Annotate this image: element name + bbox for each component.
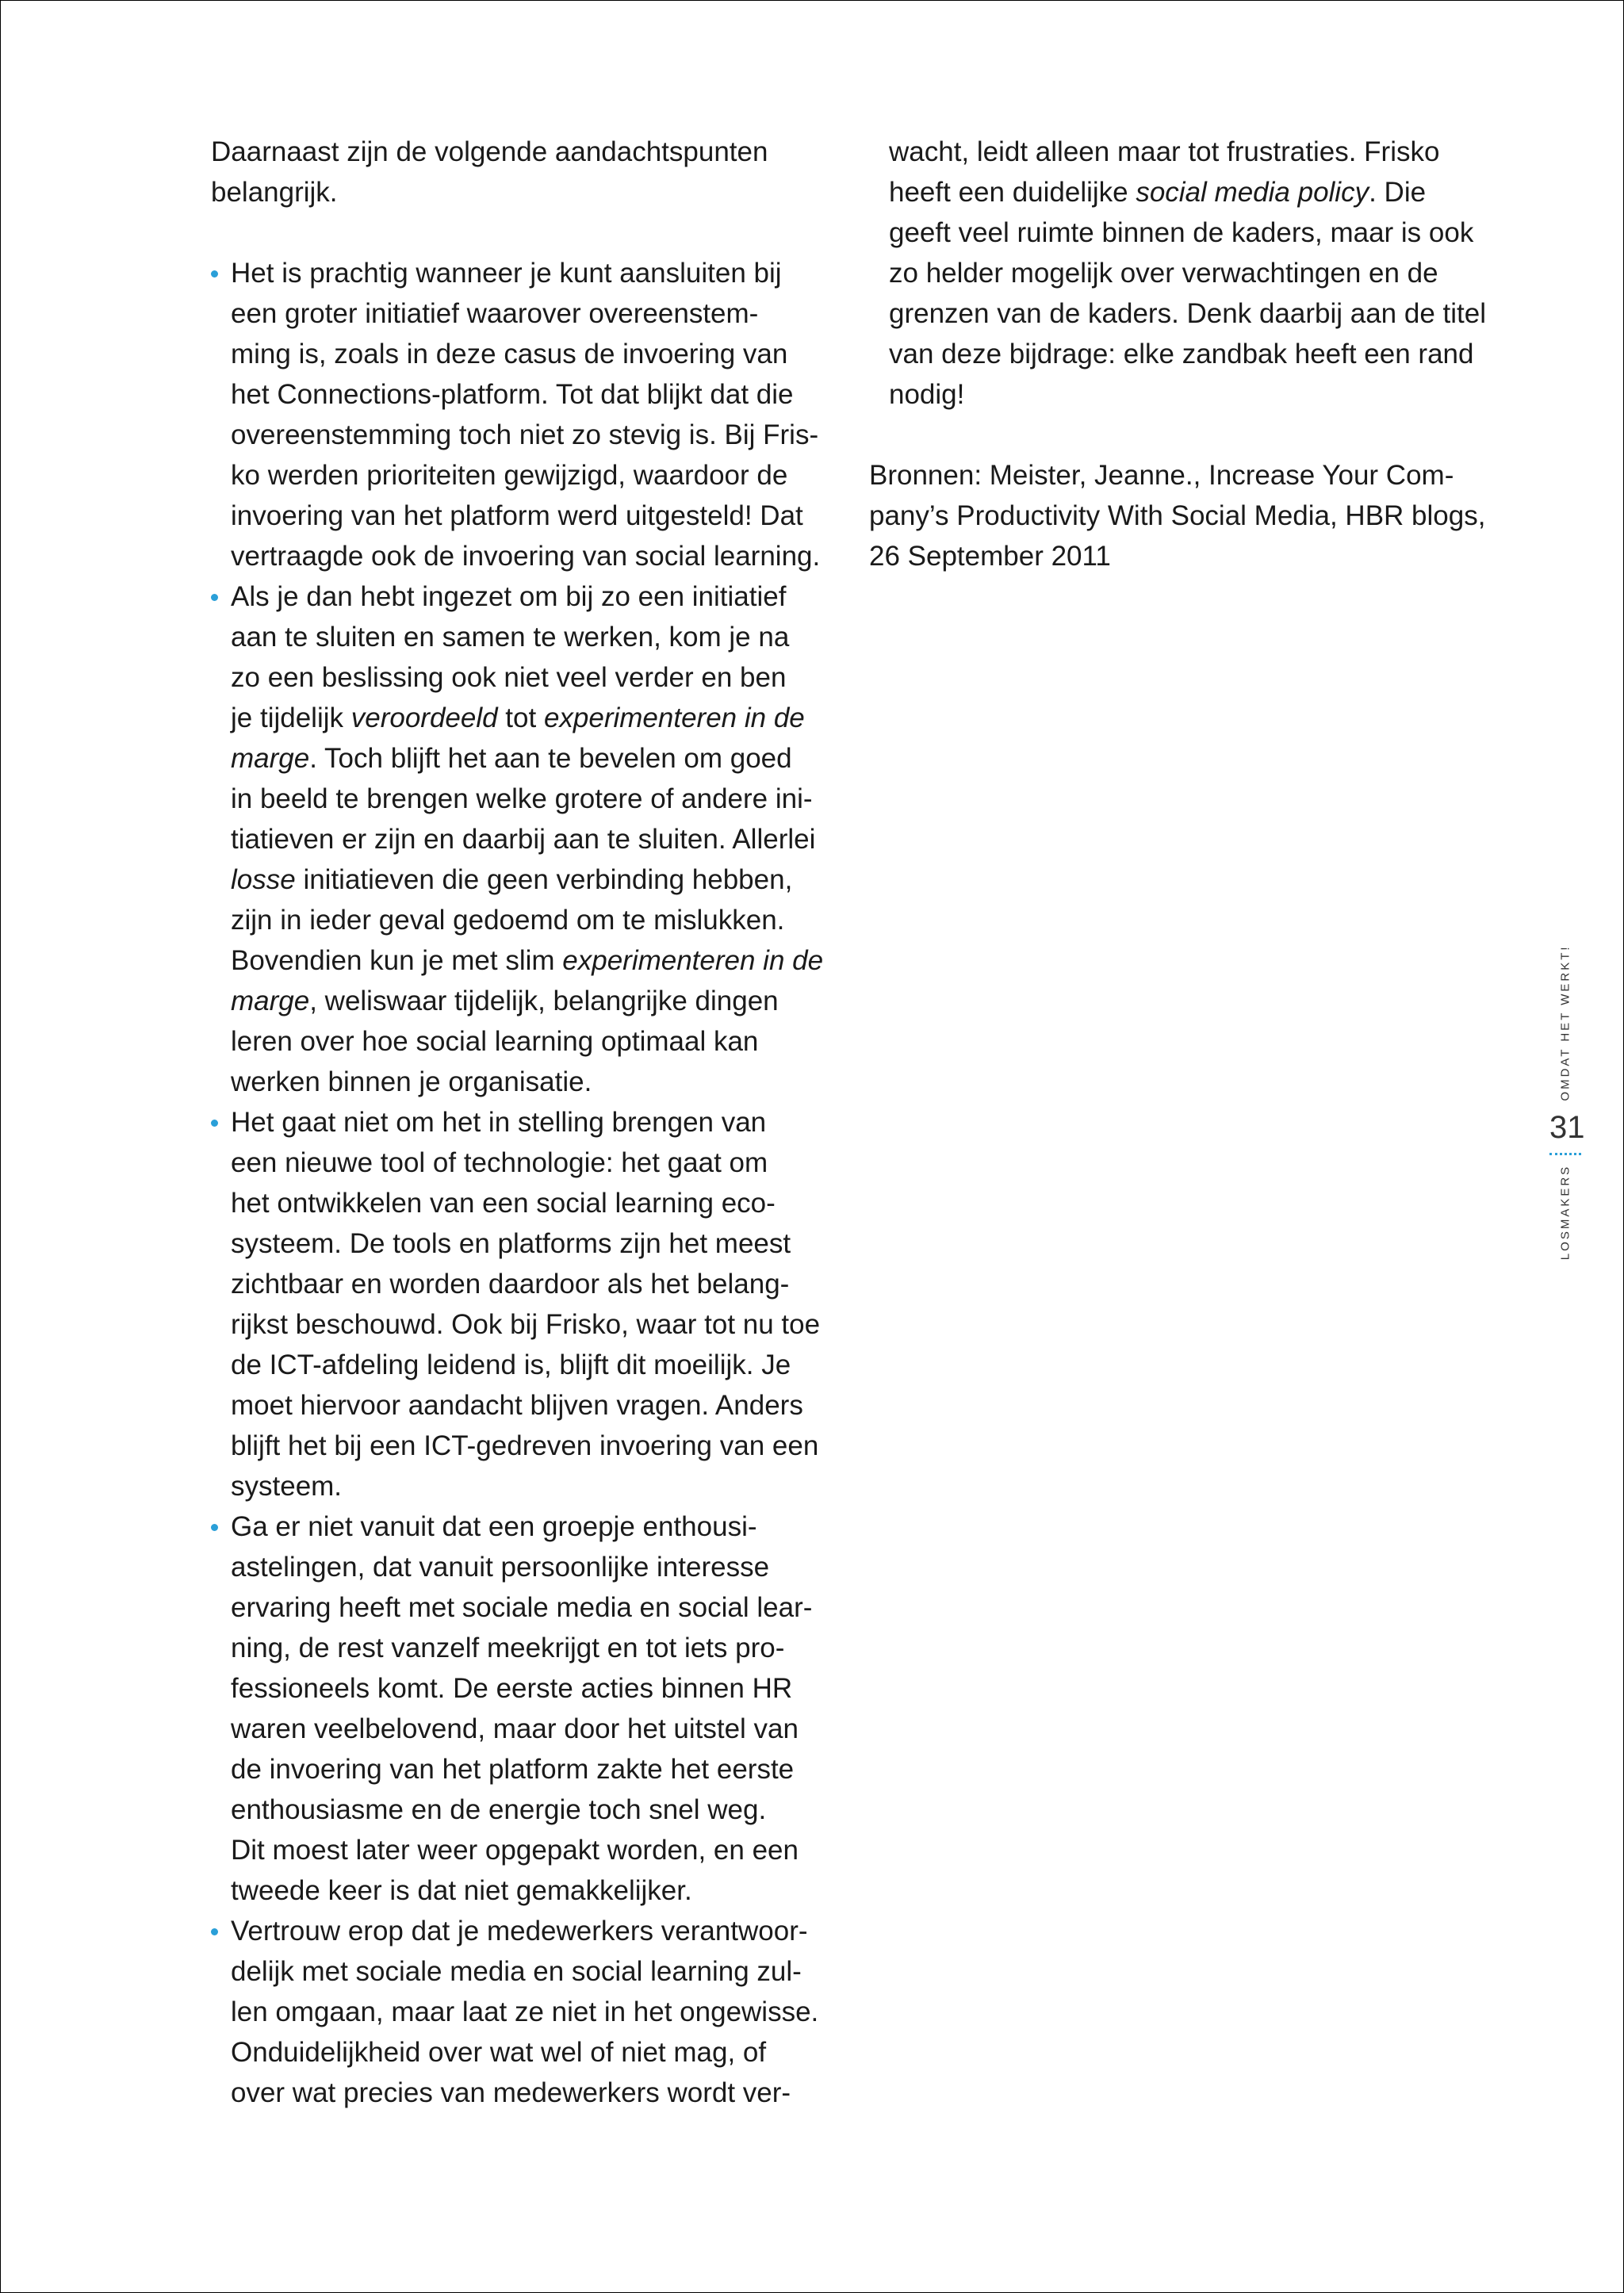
continued-line: heeft een duidelijke social media policy. Die [889,177,1427,208]
bullet-line: leren over hoe social learning optimaal kan [231,1026,759,1057]
bullet-line: over wat precies van medewerkers wordt ver- [231,2077,791,2108]
bullet-line: vertraagde ook de invoering van social learning. [231,541,821,572]
emphasis: veroordeeld [350,702,498,733]
bullet-line: waren veelbelovend, maar door het uitstel van [231,1713,799,1744]
bullet-line: het Connections-platform. Tot dat blijkt dat die [231,379,794,410]
bullet-line: een nieuwe tool of technologie: het gaat om [231,1147,768,1178]
emphasis: social media policy [1136,177,1369,208]
bullet-item [211,1911,829,2113]
bullet-line: losse initiatieven die geen verbinding hebben, [231,864,793,895]
bullet-line: Het gaat niet om het in stelling brengen van [231,1107,767,1138]
bullet-line: rijkst beschouwd. Ook bij Frisko, waar tot nu toe [231,1309,821,1340]
bullet-line: je tijdelijk veroordeeld tot experimenteren in de [231,702,805,733]
continued-line: nodig! [889,379,965,410]
bullet-line: len omgaan, maar laat ze niet in het ongewisse. [231,1996,819,2027]
bullet-line: Onduidelijkheid over wat wel of niet mag, of [231,2037,767,2068]
bullet-line: Bovendien kun je met slim experimenteren in de [231,945,824,976]
bullet-line: de ICT-afdeling leidend is, blijft dit moeilijk. Je [231,1349,791,1380]
emphasis: experimenteren in de [543,702,805,733]
intro-line: Daarnaast zijn de volgende aandachtspunten [211,136,768,167]
emphasis: experimenteren in de [562,945,824,976]
intro-line: belangrijk. [211,177,338,208]
continued-line: van deze bijdrage: elke zandbak heeft een rand [889,339,1474,369]
bullet-line: astelingen, dat vanuit persoonlijke interesse [231,1552,770,1583]
bullet-line: in beeld te brengen welke grotere of andere ini- [231,783,813,814]
emphasis: losse [231,864,296,895]
bullet-line: overeenstemming toch niet zo stevig is. Bij Fris- [231,419,819,450]
bullet-line: marge. Toch blijft het aan te bevelen om goed [231,743,792,774]
bullet-list [211,253,829,2113]
bullet-line: ming is, zoals in deze casus de invoering van [231,339,788,369]
bullet-line: Als je dan hebt ingezet om bij zo een initiatief [231,581,787,612]
page-number-rule [1549,1153,1581,1155]
bullet-dot-icon [211,1928,218,1935]
bullet-dot-icon [211,1524,218,1531]
emphasis: marge [231,986,310,1016]
bullet-line: blijft het bij een ICT-gedreven invoering van een [231,1430,819,1461]
continued-line: wacht, leidt alleen maar tot frustraties. Frisko [889,136,1440,167]
continued-line: grenzen van de kaders. Denk daarbij aan de titel [889,298,1486,329]
bullet-line: ko werden prioriteiten gewijzigd, waardoor de [231,460,788,491]
bullet-line: Ga er niet vanuit dat een groepje enthousi- [231,1511,757,1542]
bullet-line: invoering van het platform werd uitgesteld! Dat [231,500,803,531]
bullet-line: het ontwikkelen van een social learning eco- [231,1188,776,1219]
left-column [211,132,829,2113]
intro-paragraph [211,132,829,212]
bullet-line: systeem. [231,1471,343,1502]
bullet-line: delijk met sociale media en social learning zul- [231,1956,802,1987]
sources-paragraph [869,455,1503,576]
continued-line: zo helder mogelijk over verwachtingen en de [889,258,1438,289]
bullet-line: ervaring heeft met sociale media en social lear- [231,1592,813,1623]
bullet-dot-icon [211,270,218,278]
bullet-line: marge, weliswaar tijdelijk, belangrijke dingen [231,986,779,1016]
bullet-line: ning, de rest vanzelf meekrijgt en tot iets pro- [231,1633,785,1663]
bullet-line: een groter initiatief waarover overeenstem- [231,298,759,329]
bullet-line: fessioneels komt. De eerste acties binnen HR [231,1673,793,1704]
bullet-line: zijn in ieder geval gedoemd om te mislukken. [231,905,785,936]
bullet-line: de invoering van het platform zakte het eerste [231,1754,795,1785]
bullet-item [211,576,829,1102]
bullet-dot-icon [211,594,218,601]
bullet-line: tiatieven er zijn en daarbij aan te sluiten. Allerlei [231,824,816,855]
chapter-title: OMDAT HET WERKT! [1558,944,1572,1101]
bullet-line: tweede keer is dat niet gemakkelijker. [231,1875,692,1906]
bullet-line: moet hiervoor aandacht blijven vragen. Anders [231,1390,803,1421]
sources-line: Bronnen: Meister, Jeanne., Increase Your Com- [869,460,1454,491]
bullet-line: Dit moest later weer opgepakt worden, en een [231,1835,799,1866]
bullet-item [211,1506,829,1911]
bullet-line: Vertrouw erop dat je medewerkers verantwoor- [231,1916,808,1947]
bullet-dot-icon [211,1120,218,1127]
running-footer [1549,929,1585,1262]
bullet-line: systeem. De tools en platforms zijn het meest [231,1228,791,1259]
sources-line: 26 September 2011 [869,541,1111,572]
bullet-line: aan te sluiten en samen te werken, kom je na [231,622,790,653]
bullet-line: zo een beslissing ook niet veel verder en ben [231,662,787,693]
sources-line: pany’s Productivity With Social Media, HBR blogs, [869,500,1486,531]
bullet-line: zichtbaar en worden daardoor als het belang- [231,1269,790,1300]
page-number: 31 [1549,1110,1585,1145]
right-column [869,132,1503,576]
continued-bullet-text [869,132,1503,415]
book-title: LOSMAKERS [1558,1164,1572,1261]
bullet-item [211,253,829,576]
bullet-line: enthousiasme en de energie toch snel weg. [231,1794,767,1825]
continued-line: geeft veel ruimte binnen de kaders, maar is ook [889,217,1474,248]
emphasis: marge [231,743,310,774]
bullet-line: Het is prachtig wanneer je kunt aansluiten bij [231,258,782,289]
bullet-line: werken binnen je organisatie. [231,1066,592,1097]
bullet-item [211,1102,829,1506]
